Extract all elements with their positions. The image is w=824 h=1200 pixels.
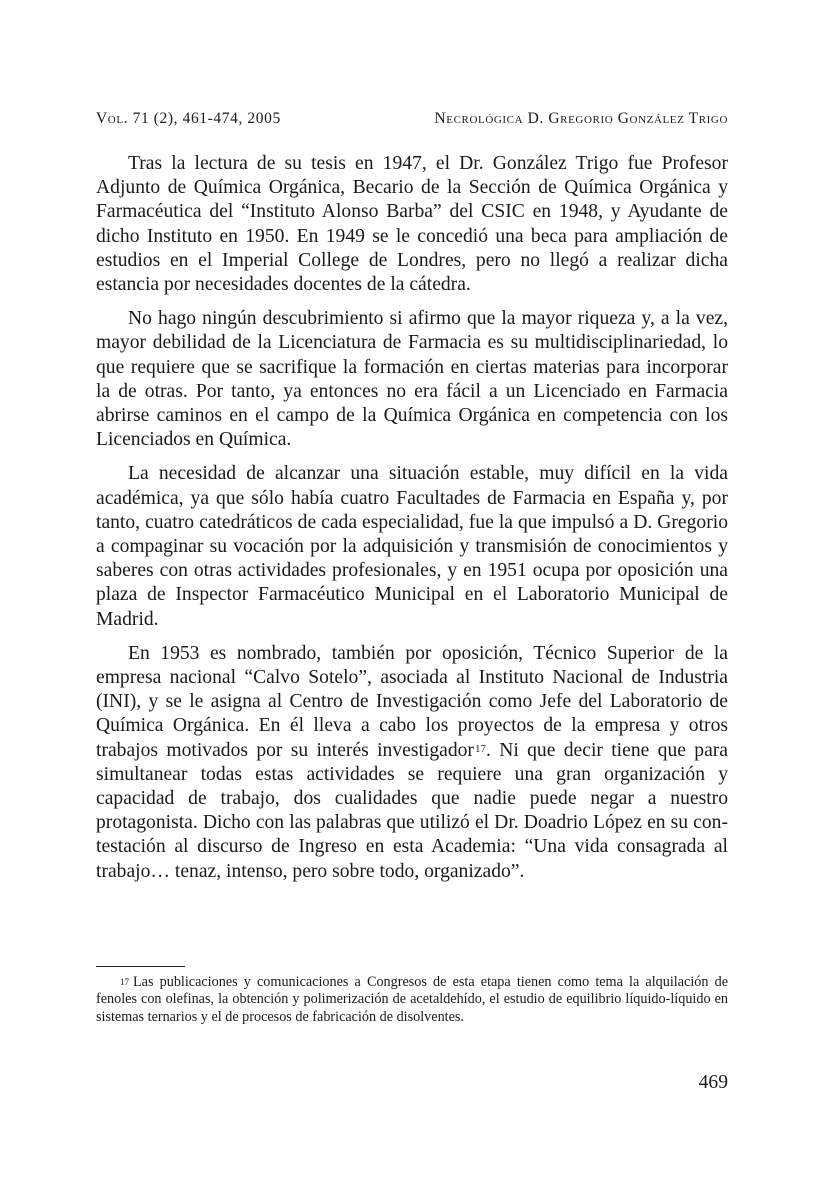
footnote-divider [96,966,185,967]
page-number: 469 [698,1072,728,1093]
article-title-header: Necrológica D. Gregorio González Trigo [434,110,728,127]
footnote-number: 17 [120,977,129,987]
paragraph [96,642,728,884]
paragraph-text: En 1953 es nombrado, también por oposición, Técnico Superior de la empresa nacional “Calvo Sotelo”, asociada al Instituto Nacional de Industria (INI), y se le asigna al Centro de Investigación como Jefe del Laboratorio de Química Orgánica. En él lleva a cabo los proyectos de la empresa y otros trabajos motivados por su interés investigador [96,642,728,761]
paragraph: La necesidad de alcanzar una situación estable, muy difícil en la vida académica, ya que sólo había cuatro Facultades de Farmacia en España y, por tanto, cuatro catedráticos de cada especialidad, fue la que impulsó a D. Gregorio a compaginar su vocación por la adquisición y transmisión de conocimientos y saberes con otras actividades profesionales, y en 1951 ocupa por oposición una plaza de Inspector Farmacéutico Municipal en el Laboratorio Municipal de Madrid. [96,463,728,630]
paragraph: No hago ningún descubrimiento si afirmo que la mayor riqueza y, a la vez, mayor debilidad de la Licenciatura de Farmacia es su multidisciplinariedad, lo que requiere que se sacrifique la formación en ciertas materias para incorporar la de otras. Por tanto, ya entonces no era fácil a un Licenciado en Farmacia abrirse caminos en el campo de la Química Orgánica en competencia con los Licenciados en Química. [96,308,728,451]
paragraph: Tras la lectura de su tesis en 1947, el Dr. González Trigo fue Profesor Adjunto de Química Orgánica, Becario de la Sección de Química Orgánica y Farmacéutica del “Instituto Alonso Barba” del CSIC en 1948, y Ayudante de dicho Instituto en 1950. En 1949 se le concedió una beca para ampliación de estudios en el Imperial College de Londres, pero no llegó a realizar dicha estancia por necesidades docentes de la cátedra. [96,153,728,296]
body-text [96,152,728,894]
footnote-text: Las publicaciones y comunicaciones a Congresos de esta etapa tienen como tema la alquilación de fenoles con olefinas, la obtención y polimerización de acetaldehído, el estudio de equilibrio líquido-líquido en sistemas ternarios y el de procesos de fabricación de disolventes. [96,974,728,1025]
footnote [96,974,728,1026]
journal-volume-header: Vol. 71 (2), 461-474, 2005 [96,110,281,127]
paragraph-text: . Ni que decir tiene que para simultanear todas estas actividades se requiere una gran organización y capacidad de trabajo, dos cualidades que nadie puede negar a nuestro protagonista. Dicho con las palabras que utilizó el Dr. Doadrio López en su contestación al discurso de Ingreso en esta Academia: “Una vida consagrada al trabajo… tenaz, intenso, pero sobre todo, organizado”. [96,739,728,882]
running-header [96,110,728,134]
footnote-reference: 17 [474,742,486,755]
